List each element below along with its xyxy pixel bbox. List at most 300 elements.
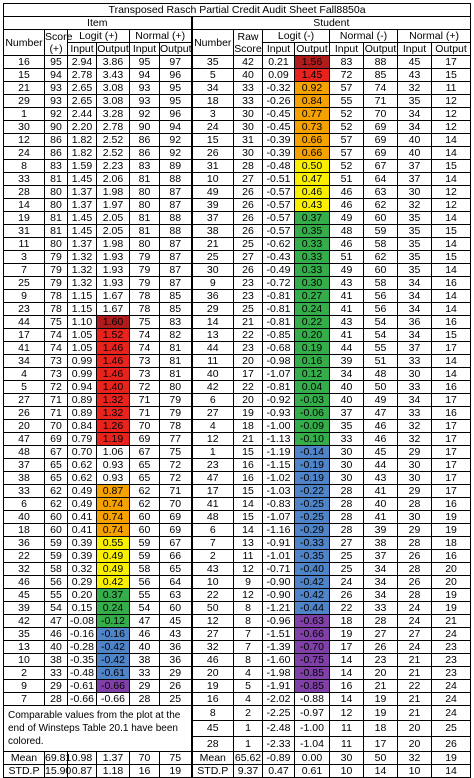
student-cell: -0.42 bbox=[295, 589, 330, 602]
table-row bbox=[4, 173, 471, 186]
item-cell: 1.82 bbox=[68, 147, 97, 160]
student-cell: 19 bbox=[432, 511, 471, 524]
student-cell: 25 bbox=[330, 550, 364, 563]
student-cell: 27 bbox=[330, 537, 364, 550]
item-cell: 1.59 bbox=[68, 160, 97, 173]
student-cell: 25 bbox=[234, 303, 263, 316]
student-cell: 13 bbox=[234, 537, 263, 550]
student-cell: 88 bbox=[364, 56, 398, 69]
item-cell: 19 bbox=[4, 212, 45, 225]
student-cell: 19 bbox=[432, 589, 471, 602]
student-cell: 39 bbox=[192, 199, 234, 212]
student-cell: 40 bbox=[398, 147, 432, 160]
student-cell: 26 bbox=[364, 641, 398, 654]
item-cell: 58 bbox=[130, 563, 160, 576]
table-row bbox=[4, 225, 471, 238]
item-cell: 59 bbox=[130, 537, 160, 550]
item-cell: 1.05 bbox=[68, 329, 97, 342]
student-cell: 27 bbox=[364, 628, 398, 641]
student-cell: 32 bbox=[398, 420, 432, 433]
student-stat-cell: 19 bbox=[432, 752, 471, 765]
item-cell: 60 bbox=[160, 602, 192, 615]
student-cell: 29 bbox=[398, 485, 432, 498]
student-normal-neg-input-header: Input bbox=[330, 43, 364, 56]
item-logit-output-header: Output bbox=[97, 43, 129, 55]
item-cell: 1.32 bbox=[68, 251, 97, 264]
item-cell: 70 bbox=[130, 420, 160, 433]
item-cell: -0.12 bbox=[97, 615, 130, 628]
item-cell: 85 bbox=[160, 290, 192, 303]
item-cell: 0.99 bbox=[68, 355, 97, 368]
student-cell: 54 bbox=[364, 316, 398, 329]
item-cell: 81 bbox=[130, 173, 160, 186]
student-cell: 34 bbox=[330, 368, 364, 381]
student-cell: 11 bbox=[330, 736, 364, 751]
student-cell: 30 bbox=[398, 186, 432, 199]
color-note: Comparable values from the plot at the end of Winsteps Table 20.1 have been colored. bbox=[4, 706, 192, 752]
student-cell: 26 bbox=[234, 264, 263, 277]
table-row bbox=[4, 407, 471, 420]
table-row bbox=[4, 329, 471, 342]
item-cell: 67 bbox=[160, 537, 192, 550]
student-cell: 1 bbox=[234, 736, 263, 751]
student-cell: 12 bbox=[234, 563, 263, 576]
item-cell: 2.94 bbox=[68, 56, 97, 69]
item-cell: 3.43 bbox=[97, 69, 130, 82]
item-cell: 0.84 bbox=[68, 420, 97, 433]
student-cell: 46 bbox=[364, 433, 398, 446]
item-cell: 86 bbox=[130, 147, 160, 160]
student-cell: 40 bbox=[364, 498, 398, 511]
student-cell: 48 bbox=[364, 368, 398, 381]
item-cell: 0.62 bbox=[68, 459, 97, 472]
item-cell: 80 bbox=[160, 381, 192, 394]
item-cell: 86 bbox=[130, 134, 160, 147]
student-cell: 40 bbox=[234, 69, 263, 82]
item-cell: 74 bbox=[45, 329, 68, 342]
student-cell: 0.24 bbox=[295, 303, 330, 316]
table-row bbox=[4, 602, 471, 615]
student-cell: 12 bbox=[432, 108, 471, 121]
student-cell: 28 bbox=[330, 485, 364, 498]
table-row bbox=[4, 56, 471, 69]
student-cell: 5 bbox=[192, 69, 234, 82]
student-cell: 12 bbox=[432, 95, 471, 108]
student-cell: -0.40 bbox=[295, 563, 330, 576]
table-body bbox=[4, 56, 471, 778]
item-cell: 32 bbox=[4, 563, 45, 576]
item-normal-input-header: Input bbox=[130, 43, 160, 56]
item-cell: 71 bbox=[45, 394, 68, 407]
student-cell: 26 bbox=[398, 550, 432, 563]
student-cell: -0.63 bbox=[295, 615, 330, 628]
student-normal-pos-header: Normal (+) bbox=[398, 30, 471, 43]
item-cell: 79 bbox=[160, 394, 192, 407]
item-cell: 63 bbox=[160, 589, 192, 602]
item-score-header: Score (+) bbox=[45, 30, 73, 55]
student-cell: 27 bbox=[192, 407, 234, 420]
student-cell: 19 bbox=[234, 407, 263, 420]
item-cell: 0.74 bbox=[97, 511, 130, 524]
item-cell: 33 bbox=[4, 173, 45, 186]
item-cell: 80 bbox=[45, 199, 68, 212]
table-row bbox=[4, 706, 471, 721]
item-cell: 93 bbox=[45, 82, 68, 95]
student-cell: -0.90 bbox=[263, 576, 295, 589]
student-cell: 72 bbox=[330, 69, 364, 82]
student-cell: -0.81 bbox=[263, 316, 295, 329]
student-cell: 39 bbox=[330, 355, 364, 368]
item-cell: 75 bbox=[45, 316, 68, 329]
student-cell: 5 bbox=[234, 680, 263, 693]
item-cell: 67 bbox=[45, 446, 68, 459]
student-cell: 52 bbox=[330, 108, 364, 121]
item-cell: -0.16 bbox=[68, 628, 97, 641]
student-cell: 18 bbox=[364, 721, 398, 736]
student-cell: 16 bbox=[432, 316, 471, 329]
student-cell: 0.47 bbox=[295, 173, 330, 186]
student-cell: -0.48 bbox=[263, 160, 295, 173]
item-cell: 29 bbox=[4, 95, 45, 108]
item-cell: 47 bbox=[4, 433, 45, 446]
student-cell: 28 bbox=[364, 615, 398, 628]
student-cell: 11 bbox=[330, 721, 364, 736]
student-cell: 0.33 bbox=[295, 264, 330, 277]
item-cell: 0.15 bbox=[68, 602, 97, 615]
item-cell: 93 bbox=[45, 95, 68, 108]
student-cell: 26 bbox=[234, 186, 263, 199]
student-cell: 20 bbox=[364, 667, 398, 680]
item-cell: 2.44 bbox=[68, 108, 97, 121]
student-cell: 33 bbox=[234, 95, 263, 108]
item-cell: 2.06 bbox=[97, 173, 130, 186]
table-row bbox=[4, 212, 471, 225]
student-cell: 15 bbox=[432, 160, 471, 173]
item-stat-cell: 1.37 bbox=[97, 752, 130, 765]
item-cell: 36 bbox=[160, 641, 192, 654]
student-cell: 16 bbox=[234, 472, 263, 485]
student-cell: 14 bbox=[234, 524, 263, 537]
table-row bbox=[4, 667, 471, 680]
student-cell: -0.66 bbox=[295, 628, 330, 641]
student-cell: -0.10 bbox=[295, 433, 330, 446]
student-cell: 35 bbox=[330, 420, 364, 433]
student-cell: 14 bbox=[432, 134, 471, 147]
student-cell: -0.44 bbox=[295, 602, 330, 615]
student-cell: 17 bbox=[432, 472, 471, 485]
item-cell: -0.61 bbox=[97, 667, 130, 680]
student-cell: 0.46 bbox=[295, 186, 330, 199]
student-cell: 28 bbox=[398, 589, 432, 602]
item-cell: 81 bbox=[45, 212, 68, 225]
item-cell: 3.08 bbox=[97, 82, 130, 95]
student-cell: -2.02 bbox=[263, 693, 295, 706]
student-cell: 0.12 bbox=[295, 368, 330, 381]
student-cell: -0.70 bbox=[295, 641, 330, 654]
student-cell: 2 bbox=[234, 706, 263, 721]
item-cell: 65 bbox=[45, 472, 68, 485]
item-cell: 72 bbox=[130, 381, 160, 394]
student-cell: 69 bbox=[364, 147, 398, 160]
student-cell: 17 bbox=[432, 420, 471, 433]
item-cell: 60 bbox=[130, 511, 160, 524]
student-cell: -0.51 bbox=[263, 173, 295, 186]
student-cell: 17 bbox=[432, 56, 471, 69]
student-cell: 26 bbox=[432, 736, 471, 751]
student-cell: -0.71 bbox=[263, 563, 295, 576]
student-cell: -0.26 bbox=[263, 95, 295, 108]
item-cell: 62 bbox=[45, 485, 68, 498]
item-stat-cell: 15.90 bbox=[45, 765, 72, 777]
table-row bbox=[4, 446, 471, 459]
student-cell: 33 bbox=[398, 407, 432, 420]
item-cell: 80 bbox=[130, 199, 160, 212]
student-cell: 27 bbox=[398, 628, 432, 641]
table-row bbox=[4, 563, 471, 576]
item-cell: -0.28 bbox=[68, 641, 97, 654]
student-cell: 34 bbox=[364, 576, 398, 589]
table-row bbox=[4, 472, 471, 485]
student-cell: 23 bbox=[432, 654, 471, 667]
item-cell: 35 bbox=[4, 628, 45, 641]
item-cell: 73 bbox=[45, 368, 68, 381]
item-cell: 10 bbox=[4, 654, 45, 667]
item-cell: 1.32 bbox=[68, 264, 97, 277]
student-cell: 20 bbox=[398, 736, 432, 751]
student-cell: 33 bbox=[364, 602, 398, 615]
item-cell: 37 bbox=[4, 459, 45, 472]
student-cell: 16 bbox=[192, 693, 234, 706]
item-cell: 2.78 bbox=[97, 121, 130, 134]
item-cell: 89 bbox=[160, 160, 192, 173]
student-cell: 43 bbox=[330, 316, 364, 329]
student-cell: 14 bbox=[432, 173, 471, 186]
item-cell: 1.32 bbox=[97, 394, 130, 407]
student-cell: -1.00 bbox=[295, 721, 330, 736]
student-cell: -1.03 bbox=[263, 485, 295, 498]
item-cell: 7 bbox=[4, 693, 45, 706]
table-row bbox=[4, 524, 471, 537]
item-cell: 70 bbox=[45, 420, 68, 433]
student-cell: 0.37 bbox=[295, 212, 330, 225]
item-cell: 2 bbox=[4, 667, 45, 680]
student-cell: 43 bbox=[364, 472, 398, 485]
student-normal-neg-output-header: Output bbox=[364, 43, 397, 55]
stats-row bbox=[4, 765, 471, 778]
student-cell: 35 bbox=[398, 225, 432, 238]
student-cell: 8 bbox=[234, 654, 263, 667]
student-cell: 19 bbox=[330, 628, 364, 641]
item-cell: 96 bbox=[160, 108, 192, 121]
item-cell: 0.49 bbox=[97, 563, 130, 576]
table-row bbox=[4, 134, 471, 147]
item-cell: 1.93 bbox=[97, 251, 130, 264]
student-cell: -1.39 bbox=[263, 641, 295, 654]
student-cell: 46 bbox=[330, 199, 364, 212]
item-cell: 38 bbox=[45, 654, 68, 667]
student-cell: 8 bbox=[234, 602, 263, 615]
student-cell: -0.85 bbox=[263, 329, 295, 342]
student-cell: -0.19 bbox=[295, 472, 330, 485]
item-cell: 1.67 bbox=[97, 303, 130, 316]
item-cell: 73 bbox=[130, 355, 160, 368]
item-cell: 60 bbox=[130, 524, 160, 537]
student-cell: 24 bbox=[398, 641, 432, 654]
item-cell: 87 bbox=[160, 264, 192, 277]
item-cell: 0.49 bbox=[68, 498, 97, 511]
student-cell: 16 bbox=[234, 459, 263, 472]
student-cell: 40 bbox=[330, 394, 364, 407]
student-normal-pos-output-header: Output bbox=[432, 43, 471, 56]
item-cell: 0.24 bbox=[97, 602, 130, 615]
table-row bbox=[4, 355, 471, 368]
item-cell: 0.42 bbox=[97, 576, 130, 589]
student-cell: 28 bbox=[330, 511, 364, 524]
student-cell: 17 bbox=[192, 485, 234, 498]
student-cell: 23 bbox=[234, 290, 263, 303]
item-cell: 56 bbox=[130, 576, 160, 589]
item-cell: 22 bbox=[4, 550, 45, 563]
student-stat-cell: 50 bbox=[364, 752, 398, 765]
table-row bbox=[4, 147, 471, 160]
item-cell: 1.45 bbox=[68, 212, 97, 225]
student-cell: 51 bbox=[330, 251, 364, 264]
table-row bbox=[4, 368, 471, 381]
item-cell: 87 bbox=[160, 277, 192, 290]
item-cell: 1.10 bbox=[68, 316, 97, 329]
table-row bbox=[4, 459, 471, 472]
table-row bbox=[4, 381, 471, 394]
student-cell: 27 bbox=[192, 628, 234, 641]
item-cell: 74 bbox=[45, 342, 68, 355]
student-cell: 34 bbox=[398, 121, 432, 134]
item-cell: 0.29 bbox=[68, 576, 97, 589]
item-cell: 67 bbox=[130, 446, 160, 459]
student-cell: -0.03 bbox=[295, 394, 330, 407]
item-cell: 18 bbox=[4, 524, 45, 537]
item-cell: 33 bbox=[4, 485, 45, 498]
item-cell: 46 bbox=[4, 576, 45, 589]
student-cell: 36 bbox=[192, 290, 234, 303]
item-cell: 0.93 bbox=[97, 472, 130, 485]
student-cell: 30 bbox=[234, 121, 263, 134]
item-cell: 6 bbox=[4, 498, 45, 511]
student-cell: -0.68 bbox=[263, 342, 295, 355]
student-cell: 47 bbox=[192, 472, 234, 485]
item-group-header: Item bbox=[4, 17, 192, 30]
student-stat-cell: 10 bbox=[398, 765, 432, 778]
student-cell: 49 bbox=[364, 394, 398, 407]
student-cell: 34 bbox=[192, 82, 234, 95]
student-cell: 30 bbox=[330, 446, 364, 459]
student-cell: 52 bbox=[330, 121, 364, 134]
student-cell: 23 bbox=[364, 654, 398, 667]
student-cell: 0.33 bbox=[295, 238, 330, 251]
item-stat-cell: 0.87 bbox=[68, 765, 97, 778]
item-cell: 1.60 bbox=[97, 316, 130, 329]
student-cell: -0.57 bbox=[263, 212, 295, 225]
item-cell: 95 bbox=[45, 56, 68, 69]
student-cell: 12 bbox=[432, 199, 471, 212]
table-row bbox=[4, 238, 471, 251]
item-cell: 2.05 bbox=[97, 225, 130, 238]
student-cell: 28 bbox=[330, 524, 364, 537]
student-cell: 27 bbox=[234, 251, 263, 264]
item-cell: 79 bbox=[130, 251, 160, 264]
student-cell: 6 bbox=[192, 524, 234, 537]
student-cell: -0.39 bbox=[263, 134, 295, 147]
item-cell: 86 bbox=[45, 147, 68, 160]
item-cell: 1.98 bbox=[97, 186, 130, 199]
student-cell: 57 bbox=[330, 147, 364, 160]
student-cell: 14 bbox=[432, 212, 471, 225]
item-cell: 81 bbox=[130, 212, 160, 225]
student-cell: 14 bbox=[432, 355, 471, 368]
student-cell: 37 bbox=[364, 550, 398, 563]
student-cell: 1.45 bbox=[295, 69, 330, 82]
item-cell: -0.08 bbox=[68, 615, 97, 628]
student-stat-cell: 14 bbox=[364, 765, 398, 778]
student-cell: 25 bbox=[192, 251, 234, 264]
student-cell: 32 bbox=[192, 641, 234, 654]
student-cell: 85 bbox=[364, 69, 398, 82]
student-cell: 16 bbox=[432, 498, 471, 511]
item-cell: 0.32 bbox=[68, 563, 97, 576]
sheet-title: Transposed Rasch Partial Credit Audit Sheet Fall8850a bbox=[4, 4, 471, 17]
item-cell: 73 bbox=[45, 355, 68, 368]
student-cell: 42 bbox=[192, 381, 234, 394]
student-cell: -0.45 bbox=[263, 108, 295, 121]
student-cell: 38 bbox=[364, 537, 398, 550]
table-row bbox=[4, 303, 471, 316]
student-cell: -0.62 bbox=[263, 238, 295, 251]
table-row bbox=[4, 576, 471, 589]
student-stat-cell: 10 bbox=[330, 765, 364, 778]
item-cell: 1.06 bbox=[97, 446, 130, 459]
student-cell: 37 bbox=[330, 407, 364, 420]
student-cell: 30 bbox=[330, 459, 364, 472]
item-cell: 81 bbox=[160, 355, 192, 368]
student-cell: 45 bbox=[364, 446, 398, 459]
item-cell: 74 bbox=[130, 342, 160, 355]
student-logit-header: Logit (-) bbox=[263, 30, 330, 43]
item-cell: 75 bbox=[130, 316, 160, 329]
student-stat-cell: 30 bbox=[330, 752, 364, 765]
student-cell: 17 bbox=[432, 446, 471, 459]
student-cell: 0.19 bbox=[295, 342, 330, 355]
item-cell: 46 bbox=[45, 628, 68, 641]
student-cell: 0.09 bbox=[263, 69, 295, 82]
student-stat-cell: 14 bbox=[432, 765, 471, 778]
table-row bbox=[4, 589, 471, 602]
student-cell: 41 bbox=[364, 485, 398, 498]
item-cell: 78 bbox=[130, 303, 160, 316]
student-cell: 9 bbox=[234, 576, 263, 589]
student-cell: 55 bbox=[364, 342, 398, 355]
student-cell: 19 bbox=[364, 706, 398, 721]
item-cell: 36 bbox=[4, 537, 45, 550]
student-cell: 23 bbox=[234, 277, 263, 290]
table-row bbox=[4, 186, 471, 199]
item-cell: 1.93 bbox=[97, 277, 130, 290]
item-cell: 56 bbox=[45, 576, 68, 589]
table-row bbox=[4, 420, 471, 433]
student-cell: -0.85 bbox=[295, 667, 330, 680]
item-cell: 0.49 bbox=[68, 485, 97, 498]
student-cell: 15 bbox=[432, 251, 471, 264]
student-cell: 14 bbox=[330, 654, 364, 667]
student-group-header: Student bbox=[192, 17, 471, 30]
